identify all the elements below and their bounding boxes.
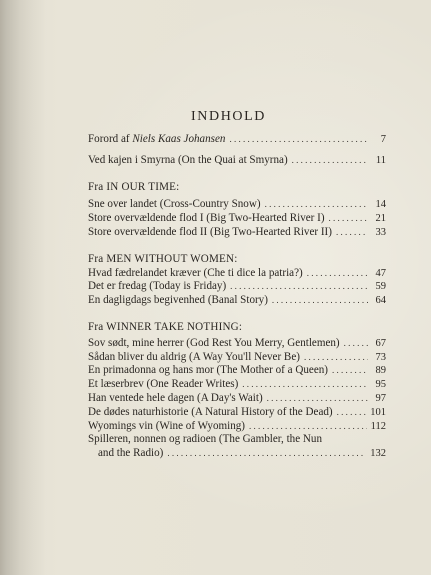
dot-leader	[336, 226, 368, 240]
entry-title: Han ventede hele dagen (A Day's Wait)	[88, 391, 263, 404]
dot-leader	[265, 198, 368, 212]
entry-title: Ved kajen i Smyrna (On the Quai at Smyrna)	[88, 153, 288, 166]
toc-entry	[88, 392, 386, 406]
page-number: 33	[375, 226, 386, 238]
dot-leader	[267, 392, 368, 406]
page-number: 47	[375, 267, 386, 279]
toc-heading: INDHOLD	[191, 109, 266, 124]
page-number: 95	[375, 379, 386, 391]
entry-title: Sne over landet (Cross-Country Snow)	[88, 198, 261, 211]
dot-leader	[344, 337, 368, 351]
toc-entry-foreword	[88, 133, 386, 147]
page-number: 14	[375, 199, 386, 211]
toc-entry	[88, 420, 386, 434]
section-heading: Fra WINNER TAKE NOTHING:	[88, 320, 243, 333]
toc-entry	[88, 433, 386, 447]
page-number: 21	[375, 213, 386, 225]
toc-entry	[88, 351, 386, 365]
entry-title: Spilleren, nonnen og radioen (The Gambler, the Nun	[88, 433, 322, 446]
entry-title-continuation: and the Radio)	[98, 447, 164, 460]
dot-leader	[332, 364, 368, 378]
page-number: 112	[370, 420, 386, 432]
dot-leader	[242, 378, 368, 392]
entry-title: De dødes naturhistorie (A Natural History of the Dead)	[88, 405, 333, 418]
page-gutter-shadow	[0, 0, 46, 575]
dot-leader	[337, 406, 367, 420]
toc-entry	[88, 212, 386, 226]
dot-leader	[229, 133, 368, 147]
entry-title: Wyomings vin (Wine of Wyoming)	[88, 419, 246, 432]
page-number: 64	[375, 295, 386, 307]
section-heading: Fra IN OUR TIME:	[88, 180, 180, 193]
entry-title: En dagligdags begivenhed (Banal Story)	[88, 294, 268, 307]
entry-title: Sov sødt, mine herrer (God Rest You Merry, Gentlemen)	[88, 336, 340, 349]
toc-entry	[88, 406, 386, 420]
dot-leader	[249, 420, 367, 434]
toc-entry	[88, 226, 386, 240]
foreword-author: Niels Kaas Johansen	[132, 133, 226, 145]
toc-entry	[88, 364, 386, 378]
entry-title: Hvad fædrelandet kræver (Che ti dice la patria?)	[88, 266, 303, 279]
page-number: 101	[370, 406, 386, 418]
toc-entry	[88, 154, 386, 168]
dot-leader	[304, 351, 368, 365]
entry-title: En primadonna og hans mor (The Mother of a Queen)	[88, 364, 328, 377]
page-number: 132	[370, 448, 386, 460]
entry-title: Et læserbrev (One Reader Writes)	[88, 378, 239, 391]
toc-entry	[88, 378, 386, 392]
table-of-contents	[88, 133, 386, 461]
dot-leader	[230, 280, 368, 294]
toc-entry	[88, 294, 386, 308]
entry-title: Sådan bliver du aldrig (A Way You'll Never Be)	[88, 350, 300, 363]
toc-entry	[88, 280, 386, 294]
entry-title: Store overvældende flod I (Big Two-Hearted River I)	[88, 212, 325, 225]
dot-leader	[329, 212, 368, 226]
page-number: 67	[375, 337, 386, 349]
dot-leader	[167, 447, 366, 461]
toc-entry	[88, 267, 386, 281]
toc-entry-continuation	[88, 447, 386, 461]
page-number: 73	[375, 351, 386, 363]
toc-entry	[88, 337, 386, 351]
entry-prefix: Forord af	[88, 133, 133, 145]
page-number: 11	[375, 154, 386, 166]
entry-title: Store overvældende flod II (Big Two-Hearted River II)	[88, 225, 332, 238]
toc-entry	[88, 198, 386, 212]
page-number: 97	[375, 392, 386, 404]
dot-leader	[272, 294, 368, 308]
entry-title: Det er fredag (Today is Friday)	[88, 280, 227, 293]
page-number: 59	[375, 281, 386, 293]
section-heading: Fra MEN WITHOUT WOMEN:	[88, 252, 238, 265]
page-number: 89	[375, 365, 386, 377]
dot-leader	[307, 267, 368, 281]
dot-leader	[292, 154, 368, 168]
page-number: 7	[380, 134, 386, 145]
